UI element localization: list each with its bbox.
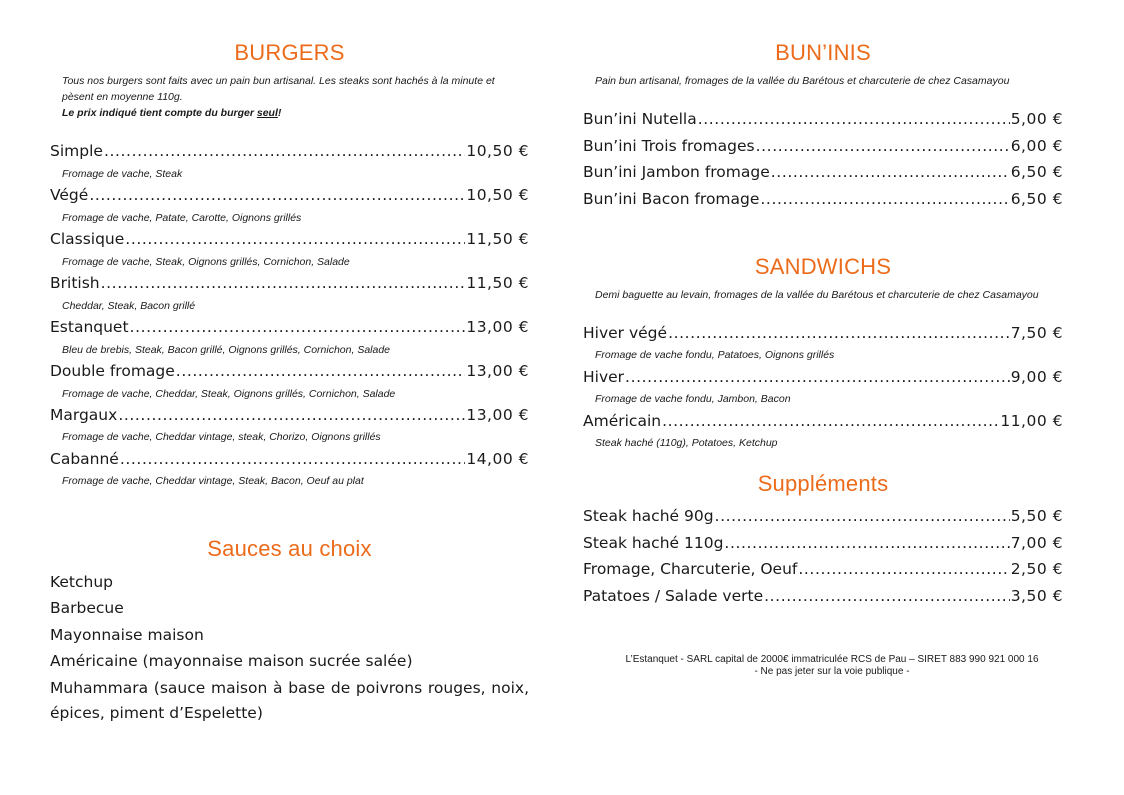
dot-leader [798,560,1009,578]
item-price: 3,50 € [1010,587,1063,605]
sauce-item: Barbecue [50,599,124,617]
item-price: 11,50 € [466,230,529,248]
item-price: 10,50 € [466,142,529,160]
item-name: Végé [50,186,89,204]
menu-item-bunini-bacon-fromage [583,190,1063,212]
burgers-title: BURGERS [234,40,345,65]
sauces-title: Sauces au choix [207,536,372,561]
item-price: 11,00 € [1000,412,1063,430]
sauce-item: Ketchup [50,573,114,591]
menu-item-hiver [583,368,1063,390]
menu-item-supplement [583,507,1063,529]
item-description: Fromage de vache, Patate, Carotte, Oignons grillés [62,212,302,224]
burgers-price-note [62,105,495,121]
item-price: 13,00 € [466,318,529,336]
menu-item-estanquet [50,318,529,340]
item-price: 6,50 € [1010,163,1063,181]
item-price: 13,00 € [466,362,529,380]
item-name: Hiver [583,368,625,386]
item-price: 5,00 € [1010,110,1063,128]
sauce-item: Américaine (mayonnaise maison sucrée salée) [50,652,413,670]
sandwichs-intro: Demi baguette au levain, fromages de la vallée du Barétous et charcuterie de chez Casamayou [595,289,1039,301]
item-description: Steak haché (110g), Potatoes, Ketchup [595,437,778,449]
item-name: British [50,274,100,292]
menu-item-vege [50,186,529,208]
menu-item-bunini-jambon-fromage [583,163,1063,185]
menu-item-supplement [583,560,1063,582]
legal-footer-line2: - Ne pas jeter sur la voie publique - [754,666,910,677]
bunini-intro: Pain bun artisanal, fromages de la vallée du Barétous et charcuterie de chez Casamayou [595,75,1010,87]
item-name: Classique [50,230,125,248]
menu-item-simple [50,142,529,164]
menu-item-hiver-vege [583,324,1063,346]
price-note-prefix: Le prix indiqué tient compte du burger [62,107,257,119]
dot-leader [125,230,465,248]
item-name: Fromage, Charcuterie, Oeuf [583,560,798,578]
menu-item-british [50,274,529,296]
item-name: Double fromage [50,362,175,380]
dot-leader [176,362,466,380]
item-price: 11,50 € [466,274,529,292]
bunini-title: BUN’INIS [775,40,871,65]
burgers-intro-line1: Tous nos burgers sont faits avec un pain bun artisanal. Les steaks sont hachés à la minute et [62,75,495,87]
item-description: Fromage de vache, Cheddar vintage, steak, Chorizo, Oignons grillés [62,431,381,443]
sauce-item: épices, piment d’Espelette) [50,704,263,722]
menu-item-double-fromage [50,362,529,384]
item-price: 14,00 € [466,450,529,468]
legal-footer-line1: L’Estanquet - SARL capital de 2000€ immatriculée RCS de Pau – SIRET 883 990 921 000 16 [625,654,1039,665]
menu-item-cabanne [50,450,529,472]
sauce-item: Mayonnaise maison [50,626,204,644]
price-note-suffix: ! [277,107,282,119]
item-description: Bleu de brebis, Steak, Bacon grillé, Oignons grillés, Cornichon, Salade [62,344,391,356]
menu-item-bunini-nutella [583,110,1063,132]
menu-item-supplement [583,587,1063,609]
menu-item-americain [583,412,1063,434]
dot-leader [120,450,465,468]
menu-item-supplement [583,534,1063,556]
item-price: 6,50 € [1010,190,1063,208]
sandwichs-title: SANDWICHS [754,254,892,279]
dot-leader [724,534,1009,552]
dot-leader [625,368,1010,386]
dot-leader [760,190,1009,208]
item-name: Simple [50,142,103,160]
dot-leader [101,274,466,292]
menu-item-classique [50,230,529,252]
dot-leader [668,324,1010,342]
item-name: Patatoes / Salade verte [583,587,764,605]
dot-leader [764,587,1010,605]
item-price: 13,00 € [466,406,529,424]
item-description: Fromage de vache, Steak [62,168,183,180]
dot-leader [771,163,1010,181]
item-description: Cheddar, Steak, Bacon grillé [62,300,196,312]
item-description: Fromage de vache, Cheddar, Steak, Oignons grillés, Cornichon, Salade [62,388,396,400]
item-price: 10,50 € [466,186,529,204]
item-price: 2,50 € [1010,560,1063,578]
item-description: Fromage de vache, Steak, Oignons grillés, Cornichon, Salade [62,256,350,268]
price-note-underlined: seul [256,107,278,119]
item-description: Fromage de vache fondu, Patatoes, Oignons grillés [595,349,835,361]
dot-leader [662,412,999,430]
item-description: Fromage de vache fondu, Jambon, Bacon [595,393,791,405]
item-name: Bun’ini Jambon fromage [583,163,770,181]
menu-item-bunini-trois-fromages [583,137,1063,159]
dot-leader [715,507,1010,525]
item-name: Steak haché 110g [583,534,724,552]
item-price: 6,00 € [1010,137,1063,155]
burgers-intro [62,73,495,121]
item-name: Margaux [50,406,118,424]
dot-leader [756,137,1010,155]
dot-leader [118,406,465,424]
item-name: Bun’ini Nutella [583,110,697,128]
dot-leader [89,186,465,204]
item-price: 7,00 € [1010,534,1063,552]
item-price: 9,00 € [1010,368,1063,386]
legal-footer [532,654,1124,678]
dot-leader [130,318,466,336]
sauce-item: Muhammara (sauce maison à base de poivrons rouges, noix, [50,679,529,697]
item-name: Estanquet [50,318,129,336]
dot-leader [104,142,465,160]
item-name: Cabanné [50,450,119,468]
item-name: Steak haché 90g [583,507,714,525]
item-description: Fromage de vache, Cheddar vintage, Steak, Bacon, Oeuf au plat [62,475,364,487]
item-name: Hiver végé [583,324,668,342]
dot-leader [698,110,1010,128]
supplements-title: Suppléments [757,471,889,496]
item-price: 5,50 € [1010,507,1063,525]
item-name: Bun’ini Bacon fromage [583,190,760,208]
menu-item-margaux [50,406,529,428]
burgers-intro-line2: pèsent en moyenne 110g. [62,91,183,103]
item-name: Bun’ini Trois fromages [583,137,755,155]
item-name: Américain [583,412,662,430]
item-price: 7,50 € [1010,324,1063,342]
